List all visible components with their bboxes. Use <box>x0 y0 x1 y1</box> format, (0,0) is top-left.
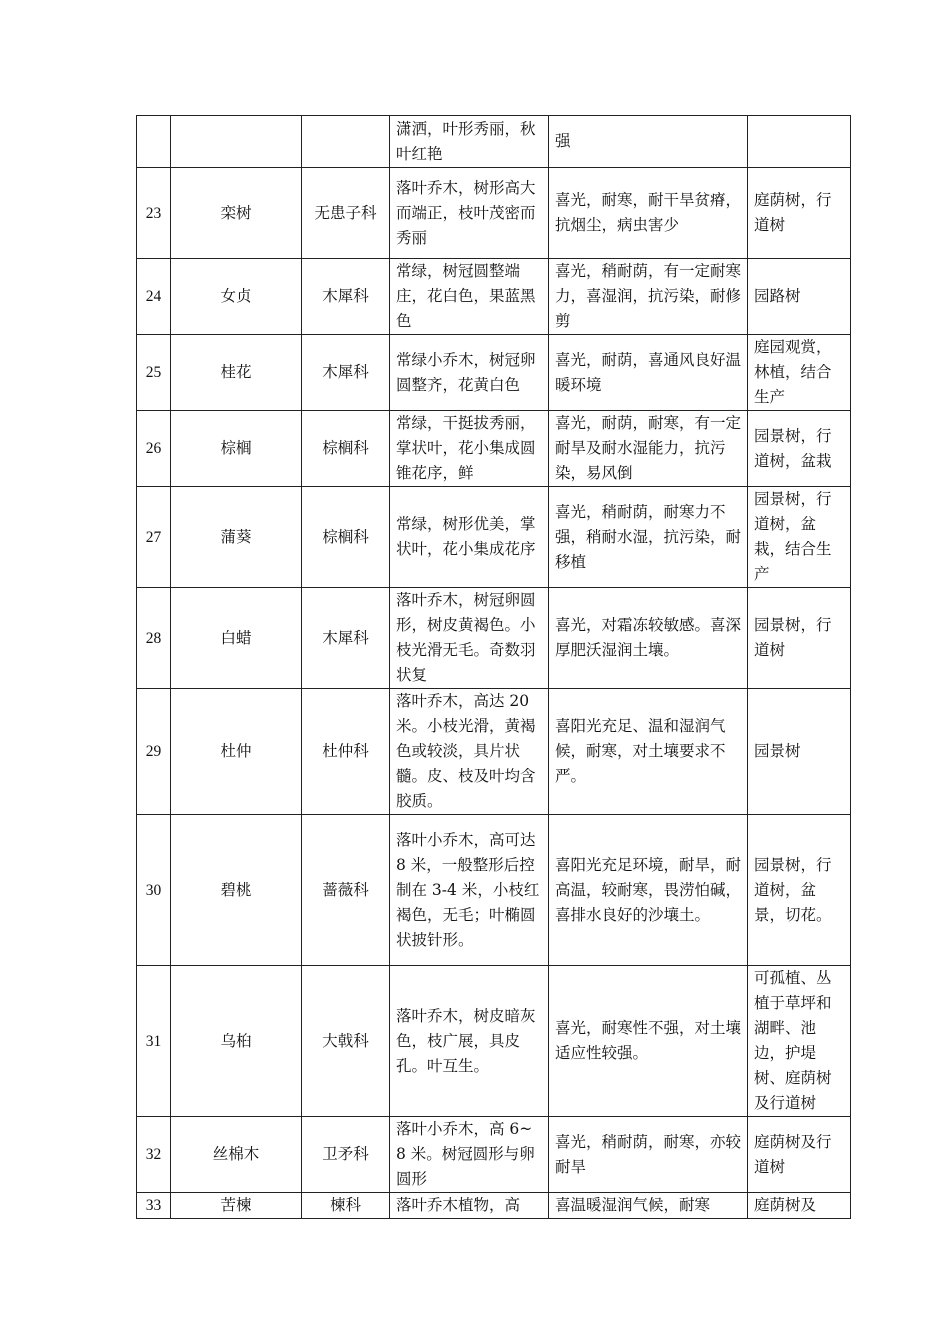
row-number: 33 <box>137 1193 171 1219</box>
tree-name <box>171 116 302 168</box>
table-row <box>137 689 851 815</box>
tree-habit: 强 <box>549 116 748 168</box>
tree-name: 棕榈 <box>171 411 302 487</box>
tree-family: 棕榈科 <box>302 411 390 487</box>
tree-family: 木犀科 <box>302 259 390 335</box>
tree-habit: 喜光，耐寒性不强，对土壤适应性较强。 <box>549 966 748 1117</box>
tree-habit: 喜光，稍耐荫，有一定耐寒力，喜湿润，抗污染，耐修剪 <box>549 259 748 335</box>
tree-features: 常绿，干挺拔秀丽，掌状叶，花小集成圆锥花序，鲜 <box>390 411 549 487</box>
tree-habit: 喜温暖湿润气候，耐寒 <box>549 1193 748 1219</box>
table-row <box>137 588 851 689</box>
table-row <box>137 168 851 259</box>
tree-name: 碧桃 <box>171 815 302 966</box>
tree-habit: 喜光，耐荫，耐寒，有一定耐旱及耐水湿能力，抗污染，易风倒 <box>549 411 748 487</box>
tree-use: 园景树 <box>748 689 851 815</box>
tree-family: 木犀科 <box>302 588 390 689</box>
tree-habit: 喜光，耐荫，喜通风良好温暖环境 <box>549 335 748 411</box>
tree-family: 大戟科 <box>302 966 390 1117</box>
tree-family: 卫矛科 <box>302 1117 390 1193</box>
tree-features: 落叶乔木植物，高 <box>390 1193 549 1219</box>
tree-family <box>302 116 390 168</box>
tree-name: 丝棉木 <box>171 1117 302 1193</box>
tree-habit: 喜光，耐寒，耐干旱贫瘠，抗烟尘，病虫害少 <box>549 168 748 259</box>
tree-features: 落叶乔木，树皮暗灰色，枝广展，具皮孔。叶互生。 <box>390 966 549 1117</box>
table-row <box>137 335 851 411</box>
table-body <box>137 116 851 1219</box>
tree-features: 落叶乔木，树形高大而端正，枝叶茂密而秀丽 <box>390 168 549 259</box>
tree-features: 落叶小乔木，高可达 8 米，一般整形后控制在 3-4 米，小枝红褐色，无毛；叶椭圆状披针形。 <box>390 815 549 966</box>
row-number: 23 <box>137 168 171 259</box>
tree-use: 园路树 <box>748 259 851 335</box>
table-row <box>137 259 851 335</box>
tree-use: 园景树，行道树，盆栽，结合生产 <box>748 487 851 588</box>
tree-family: 棕榈科 <box>302 487 390 588</box>
table-row <box>137 411 851 487</box>
row-number: 24 <box>137 259 171 335</box>
tree-use: 园景树，行道树，盆栽 <box>748 411 851 487</box>
row-number: 31 <box>137 966 171 1117</box>
tree-use: 庭园观赏，林植，结合生产 <box>748 335 851 411</box>
tree-name: 杜仲 <box>171 689 302 815</box>
tree-features: 潇洒，叶形秀丽，秋叶红艳 <box>390 116 549 168</box>
tree-features: 常绿小乔木，树冠卵圆整齐，花黄白色 <box>390 335 549 411</box>
tree-features: 落叶乔木，树冠卵圆形，树皮黄褐色。小枝光滑无毛。奇数羽状复 <box>390 588 549 689</box>
tree-features: 常绿，树冠圆整端庄，花白色，果蓝黑色 <box>390 259 549 335</box>
row-number: 28 <box>137 588 171 689</box>
tree-name: 乌桕 <box>171 966 302 1117</box>
row-number: 29 <box>137 689 171 815</box>
row-number: 26 <box>137 411 171 487</box>
tree-habit: 喜阳光充足环境，耐旱，耐高温，较耐寒，畏涝怕碱，喜排水良好的沙壤土。 <box>549 815 748 966</box>
tree-name: 苦楝 <box>171 1193 302 1219</box>
tree-use: 园景树，行道树 <box>748 588 851 689</box>
tree-features: 落叶小乔木，高 6~8 米。树冠圆形与卵圆形 <box>390 1117 549 1193</box>
tree-habit: 喜光，对霜冻较敏感。喜深厚肥沃湿润土壤。 <box>549 588 748 689</box>
tree-family: 木犀科 <box>302 335 390 411</box>
tree-name: 白蜡 <box>171 588 302 689</box>
table-row <box>137 116 851 168</box>
table-row <box>137 966 851 1117</box>
tree-use: 庭荫树及 <box>748 1193 851 1219</box>
tree-name: 栾树 <box>171 168 302 259</box>
tree-name: 桂花 <box>171 335 302 411</box>
tree-use: 可孤植、丛植于草坪和湖畔、池边，护堤树、庭荫树及行道树 <box>748 966 851 1117</box>
tree-habit: 喜光，稍耐荫，耐寒力不强，稍耐水湿，抗污染，耐移植 <box>549 487 748 588</box>
tree-species-table <box>136 115 851 1219</box>
table-row <box>137 487 851 588</box>
row-number: 25 <box>137 335 171 411</box>
tree-use <box>748 116 851 168</box>
tree-habit: 喜阳光充足、温和湿润气候，耐寒，对土壤要求不严。 <box>549 689 748 815</box>
row-number <box>137 116 171 168</box>
tree-name: 女贞 <box>171 259 302 335</box>
tree-family: 杜仲科 <box>302 689 390 815</box>
table-row <box>137 1193 851 1219</box>
table-row <box>137 1117 851 1193</box>
row-number: 32 <box>137 1117 171 1193</box>
tree-use: 庭荫树及行道树 <box>748 1117 851 1193</box>
tree-family: 楝科 <box>302 1193 390 1219</box>
tree-features: 落叶乔木，高达 20米。小枝光滑，黄褐色或较淡，具片状髓。皮、枝及叶均含胶质。 <box>390 689 549 815</box>
tree-family: 蔷薇科 <box>302 815 390 966</box>
tree-family: 无患子科 <box>302 168 390 259</box>
row-number: 30 <box>137 815 171 966</box>
tree-use: 庭荫树，行道树 <box>748 168 851 259</box>
tree-name: 蒲葵 <box>171 487 302 588</box>
tree-habit: 喜光，稍耐荫，耐寒，亦较耐旱 <box>549 1117 748 1193</box>
tree-use: 园景树，行道树，盆景，切花。 <box>748 815 851 966</box>
tree-features: 常绿，树形优美，掌状叶，花小集成花序 <box>390 487 549 588</box>
row-number: 27 <box>137 487 171 588</box>
table-row <box>137 815 851 966</box>
